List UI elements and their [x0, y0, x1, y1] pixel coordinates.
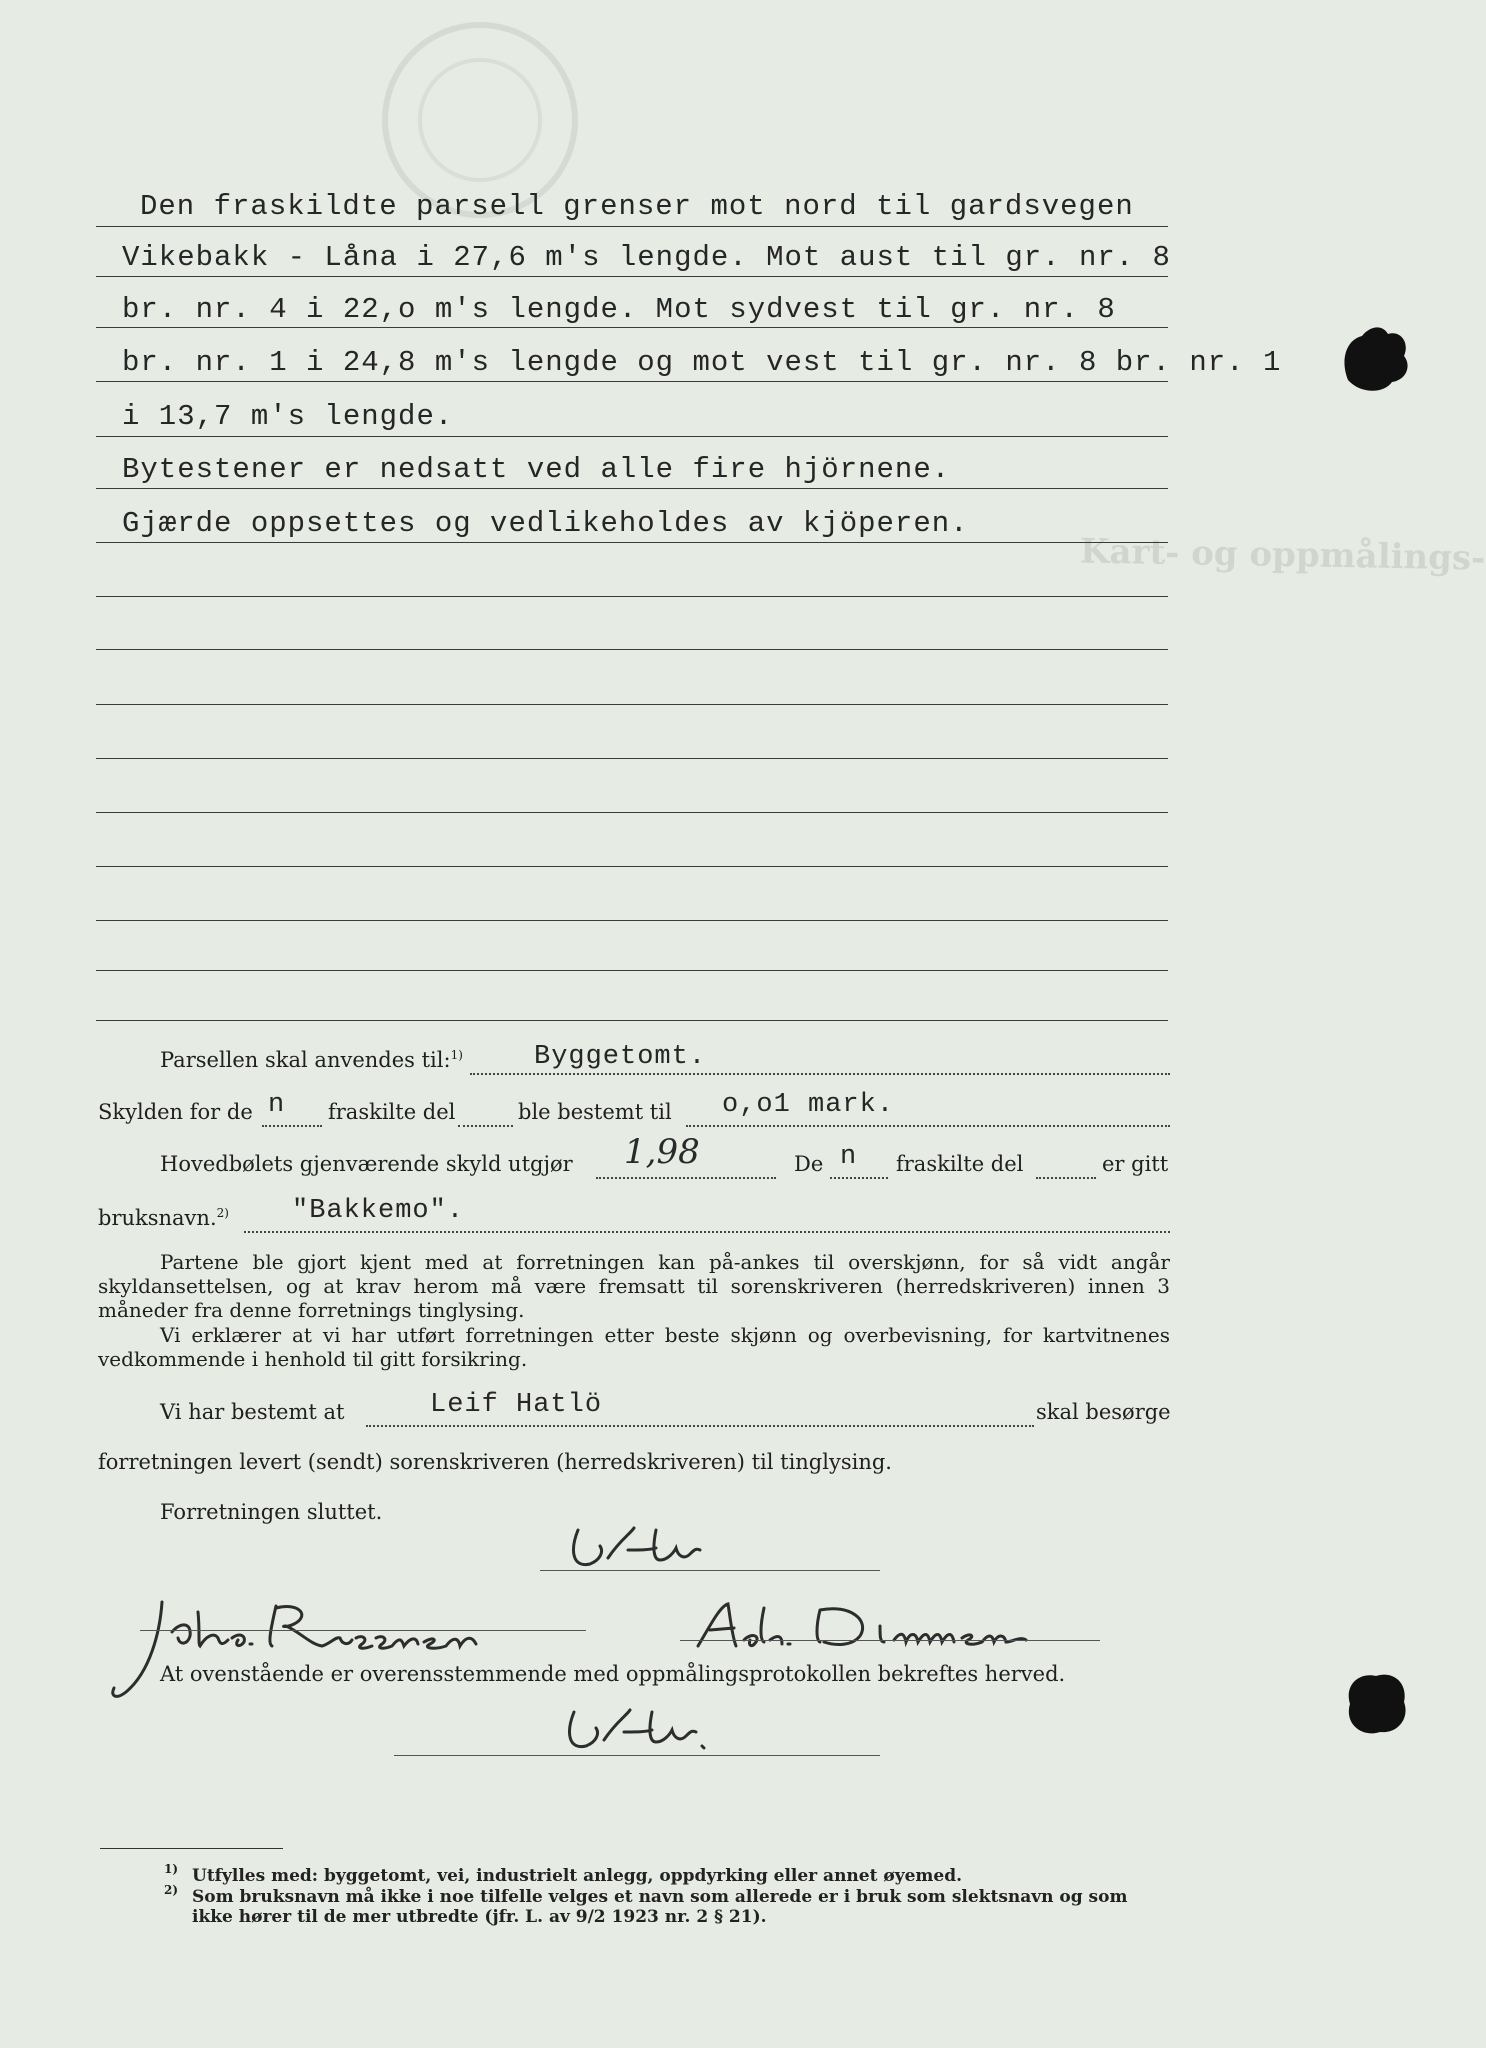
typed-line-1: Den fraskildte parsell grenser mot nord til gardsvegen [140, 190, 1134, 223]
signature-1-stroke [560, 1520, 760, 1580]
bestemt-value: Leif Hatlö [430, 1390, 603, 1420]
confirm-label: At ovenstående er overensstemmende med oppmålingsprotokollen bekreftes herved. [160, 1662, 1066, 1686]
besorge-label: skal besørge [1036, 1400, 1171, 1424]
signature-3-stroke [690, 1596, 1110, 1656]
typed-line-5: i 13,7 m's lengde. [122, 400, 454, 433]
typed-line-7: Gjærde oppsettes og vedlikeholdes av kjöperen. [122, 507, 969, 540]
de-label: De [794, 1152, 824, 1176]
signature-4-stroke [556, 1702, 756, 1762]
footnote-rule [100, 1848, 283, 1849]
signature-1 [560, 1520, 760, 1584]
footnote-1-mark: 1) [164, 1862, 179, 1876]
declaration-paragraph: Vi erklærer at vi har utført forretningen etter beste skjønn og overbevisning, for kartvitnenes vedkommende i henhold til gitt forsikring. [98, 1323, 1170, 1371]
fraskilte-label: fraskilte del [896, 1152, 1024, 1176]
footnote-1: Utfylles med: byggetomt, vei, industrielt anlegg, oppdyrking eller annet øyemed. [192, 1866, 963, 1886]
signature-2 [100, 1592, 540, 1716]
hoved-label: Hovedbølets gjenværende skyld utgjør [160, 1152, 573, 1176]
skyld-prefix: Skylden for de [98, 1100, 253, 1124]
skyld-mid2: ble bestemt til [518, 1100, 672, 1124]
ink-blot-top [1336, 320, 1416, 400]
skyld-mid: fraskilte del [328, 1100, 456, 1124]
de-n: n [840, 1142, 858, 1172]
use-label: Parsellen skal anvendes til:$^{1)}$ [160, 1048, 463, 1072]
levert-label: forretningen levert (sendt) sorenskriveren (herredskriveren) til tinglysing. [98, 1450, 892, 1474]
gitt-label: er gitt [1102, 1152, 1169, 1176]
signature-2-stroke [100, 1592, 540, 1712]
typed-line-6: Bytestener er nedsatt ved alle fire hjörnene. [122, 453, 951, 486]
skyld-n: n [268, 1090, 286, 1120]
bleed-through-text: Kart- og oppmålings- [1079, 531, 1486, 579]
typed-line-3: br. nr. 4 i 22,o m's lengde. Mot sydvest til gr. nr. 8 [122, 293, 1116, 326]
hoved-value: 1,98 [624, 1132, 700, 1172]
use-value: Byggetomt. [534, 1042, 707, 1072]
bleed-through-stamp [240, 10, 720, 270]
footnote-2: Som bruksnavn må ikke i noe tilfelle velges et navn som allerede er i bruk som slektsnavn og som ikke hører til de mer utbredte (jfr. L. av 9/2 1923 nr. 2 § 21). [192, 1887, 1128, 1927]
skyld-value: o,o1 mark. [722, 1090, 895, 1120]
bruks-label: bruksnavn.$^{2)}$ [98, 1206, 229, 1230]
signature-3 [690, 1596, 1110, 1660]
typed-line-4: br. nr. 1 i 24,8 m's lengde og mot vest til gr. nr. 8 br. nr. 1 [122, 346, 1282, 379]
appeal-paragraph: Partene ble gjort kjent med at forretningen kan på-ankes til overskjønn, for så vidt angår skyldansettelsen, og at krav herom må være fremsatt til sorenskriveren (herredskriveren) innen 3 måneder fra denne forretnings tinglysing. [98, 1250, 1170, 1322]
ink-blot-bottom [1336, 1664, 1416, 1744]
typed-line-2: Vikebakk - Låna i 27,6 m's lengde. Mot aust til gr. nr. 8 [122, 241, 1171, 274]
bestemt-label: Vi har bestemt at [160, 1400, 345, 1424]
bruks-value: "Bakkemo". [292, 1196, 465, 1226]
signature-4 [556, 1702, 756, 1766]
sluttet-label: Forretningen sluttet. [160, 1500, 383, 1524]
footnote-2-mark: 2) [164, 1883, 179, 1897]
